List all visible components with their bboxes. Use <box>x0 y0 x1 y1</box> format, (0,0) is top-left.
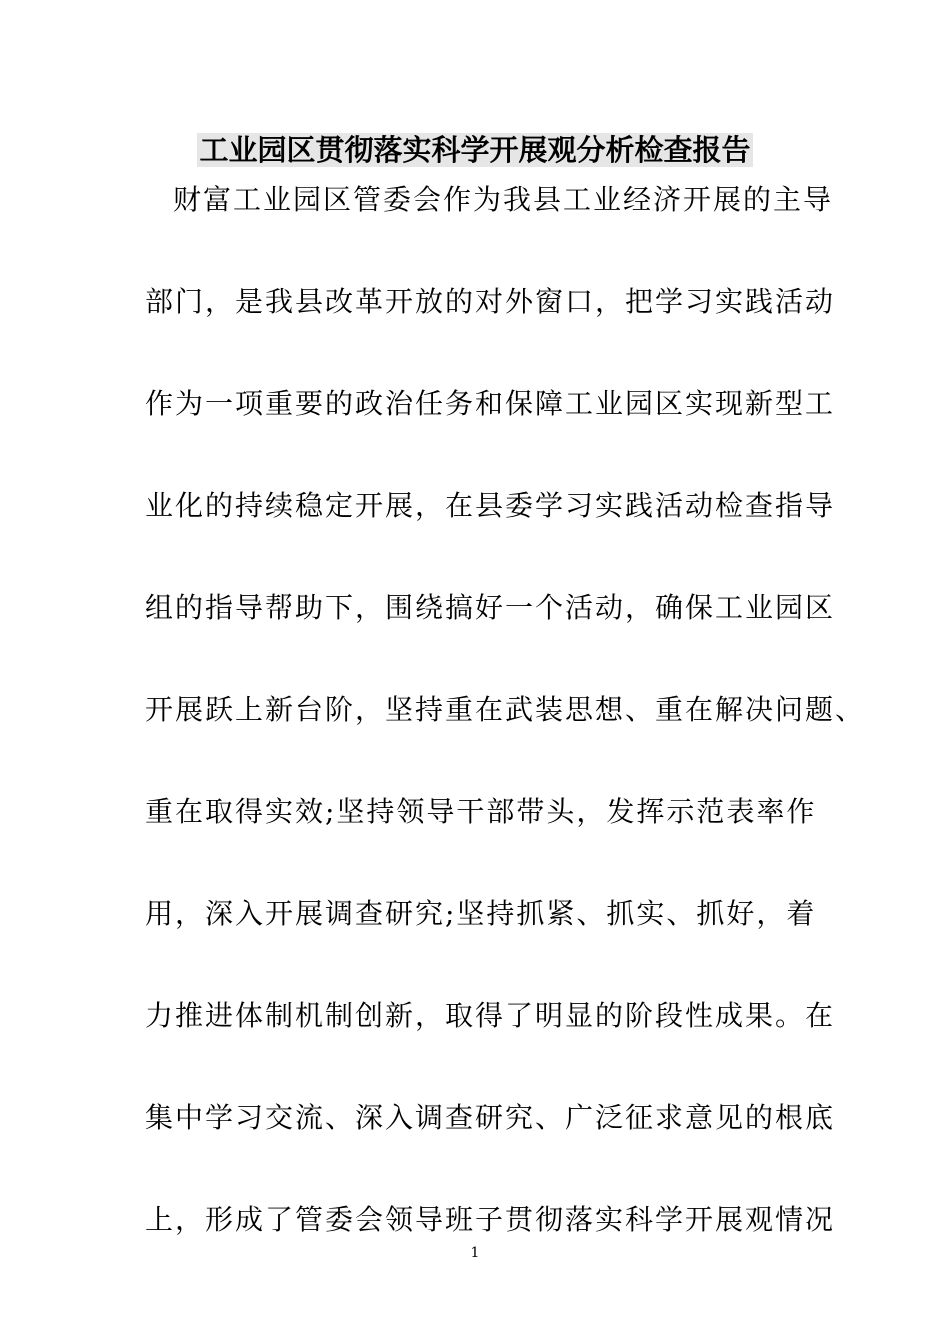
body-line: 力推进体制机制创新，取得了明显的阶段性成果。在 <box>145 999 836 1032</box>
body-line: 用，深入开展调查研究;坚持抓紧、抓实、抓好，着 <box>145 897 817 930</box>
document-body <box>145 176 866 1298</box>
body-line: 部门，是我县改革开放的对外窗口，把学习实践活动 <box>145 285 836 318</box>
body-line: 开展跃上新台阶，坚持重在武装思想、重在解决问题、 <box>145 693 866 726</box>
page-number: 1 <box>470 1245 480 1261</box>
body-line: 财富工业园区管委会作为我县工业经济开展的主导 <box>173 183 834 216</box>
body-line: 集中学习交流、深入调查研究、广泛征求意见的根底 <box>145 1101 836 1134</box>
body-line: 上，形成了管委会领导班子贯彻落实科学开展观情况 <box>145 1203 836 1236</box>
document-title-text: 工业园区贯彻落实科学开展观分析检查报告 <box>199 133 751 167</box>
body-line: 业化的持续稳定开展，在县委学习实践活动检查指导 <box>145 489 836 522</box>
body-line: 重在取得实效;坚持领导干部带头，发挥示范表率作 <box>145 795 817 828</box>
body-line: 组的指导帮助下，围绕搞好一个活动，确保工业园区 <box>145 591 836 624</box>
body-line: 作为一项重要的政治任务和保障工业园区实现新型工 <box>145 387 836 420</box>
document-title <box>0 130 950 170</box>
